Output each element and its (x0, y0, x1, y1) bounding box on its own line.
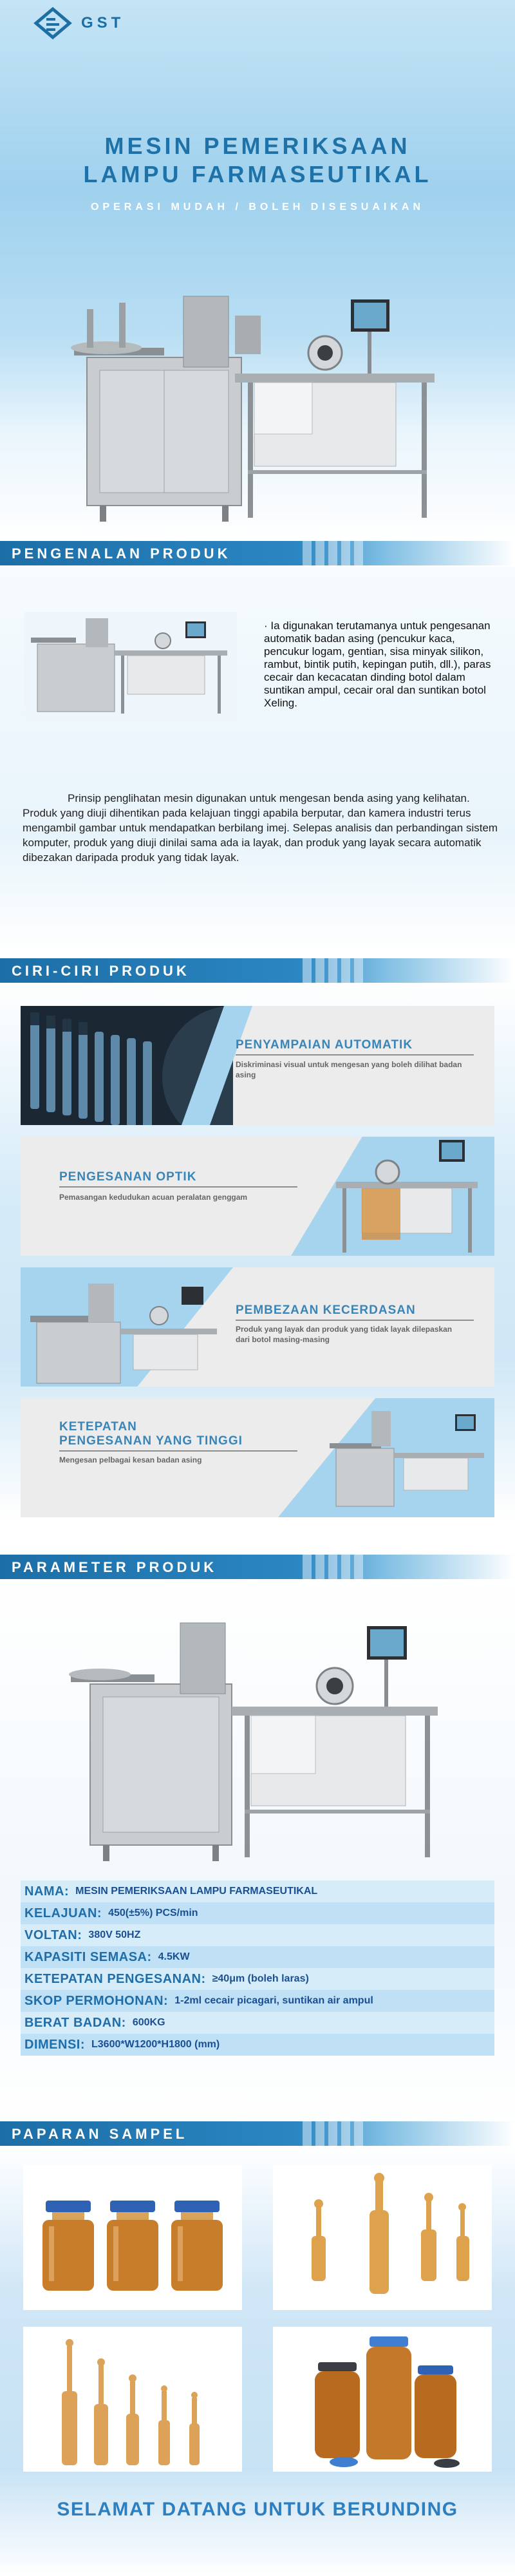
param-row-speed (21, 1902, 494, 1924)
param-value: MESIN PEMERIKSAAN LAMPU FARMASEUTIKAL (75, 1886, 318, 1897)
param-row-voltage (21, 1924, 494, 1946)
feature-image-machine-left (24, 1267, 223, 1387)
section-title-samples: PAPARAN SAMPEL (12, 2126, 188, 2142)
param-value: 600KG (132, 2017, 165, 2028)
closing-message: SELAMAT DATANG UNTUK BERUNDING (57, 2499, 458, 2520)
param-row-scope (21, 1990, 494, 2012)
feature-title: PEMBEZAAN KECERDASAN (236, 1303, 416, 1317)
feature-title: PENYAMPAIAN AUTOMATIK (236, 1038, 413, 1052)
section-banner-intro (0, 541, 515, 565)
feature-card-optical (21, 1137, 494, 1256)
feature-image-machine (323, 1137, 491, 1256)
section-title-parameters: PARAMETER PRODUK (12, 1559, 218, 1575)
param-label: KAPASITI SEMASA: (24, 1949, 152, 1964)
param-row-accuracy (21, 1968, 494, 1990)
feature-card-automatic (21, 1006, 494, 1125)
banner-stripes (303, 958, 363, 983)
sample-image-ampoules (273, 2165, 492, 2310)
parameter-table (21, 1880, 494, 2056)
hero-subtitle: OPERASI MUDAH / BOLEH DISESUAIKAN (90, 202, 425, 213)
hero-machine-image (61, 277, 447, 528)
feature-card-accuracy (21, 1398, 494, 1517)
param-label: KETEPATAN PENGESANAN: (24, 1971, 206, 1986)
param-value: 450(±5%) PCS/min (108, 1908, 198, 1918)
feature-description: Produk yang layak dan produk yang tidak layak dilepaskan dari botol masing-masing (236, 1325, 453, 1344)
hero-title-line1: MESIN PEMERIKSAAN (104, 133, 411, 159)
feature-description: Mengesan pelbagai kesan badan asing (59, 1455, 202, 1464)
param-label: NAMA: (24, 1884, 70, 1899)
feature-divider (59, 1186, 297, 1188)
feature-divider (236, 1054, 474, 1056)
param-label: SKOP PERMOHONAN: (24, 1993, 169, 2008)
intro-paragraph: Prinsip penglihatan mesin digunakan untuk mengesan benda asing yang kelihatan. Produk yang diuji dihentikan pada kelajuan tinggi apabila berputar, dan kamera industri terus mengambil gambar untuk mendapatkan berbilang imej. Selepas analisis dan perbandingan sistem komputer, produk yang diuji dinilai sama ada ia layak, dan produk yang layak secara automatik dibezakan daripada produk yang tidak layak. (23, 792, 498, 864)
param-row-name (21, 1880, 494, 1902)
banner-stripes (303, 541, 363, 565)
feature-description: Pemasangan kedudukan acuan peralatan genggam (59, 1193, 248, 1202)
feature-description: Diskriminasi visual untuk mengesan yang boleh dilihat badan asing (236, 1060, 462, 1079)
param-row-capacity (21, 1946, 494, 1968)
feature-title (59, 1420, 243, 1448)
param-row-weight (21, 2012, 494, 2034)
feature-card-intelligence (21, 1267, 494, 1387)
brand-logo[interactable] (32, 6, 124, 40)
param-label: KELAJUAN: (24, 1906, 102, 1920)
feature-divider (59, 1450, 297, 1452)
banner-stripes (303, 1555, 363, 1579)
feature-divider (236, 1320, 474, 1321)
feature-image-machine-right (323, 1398, 491, 1517)
banner-stripes (303, 2121, 363, 2146)
param-row-dimensions (21, 2034, 494, 2056)
sample-image-bottles (273, 2327, 492, 2472)
hero-title (0, 132, 515, 189)
sample-image-tall-ampoules (23, 2327, 242, 2472)
sample-image-vials (23, 2165, 242, 2310)
intro-machine-image (24, 612, 237, 718)
param-label: VOLTAN: (24, 1927, 82, 1942)
param-label: DIMENSI: (24, 2037, 85, 2052)
param-value: ≥40μm (boleh laras) (212, 1973, 309, 1984)
section-title-features: CIRI-CIRI PRODUK (12, 963, 190, 979)
section-title-intro: PENGENALAN PRODUK (12, 545, 231, 562)
feature-title-line1: KETEPATAN (59, 1420, 137, 1434)
hero-section (0, 0, 515, 541)
parameters-machine-image (64, 1610, 451, 1868)
section-banner-features (0, 958, 515, 983)
brand-name: GST (81, 14, 125, 32)
param-value: 380V 50HZ (88, 1929, 141, 1940)
section-banner-parameters (0, 1555, 515, 1579)
hero-title-line2: LAMPU FARMASEUTIKAL (83, 161, 432, 187)
param-label: BERAT BADAN: (24, 2015, 126, 2030)
param-value: 1-2ml cecair picagari, suntikan air ampul (174, 1995, 373, 2006)
gst-logo-icon (32, 6, 73, 40)
section-banner-samples (0, 2121, 515, 2146)
param-value: L3600*W1200*H1800 (mm) (91, 2039, 220, 2050)
param-value: 4.5KW (158, 1951, 190, 1962)
feature-title: PENGESANAN OPTIK (59, 1170, 197, 1184)
intro-bullet-text: · Ia digunakan terutamanya untuk pengesanan automatik badan asing (pencukur kaca, pencukur logam, gentian, sisa minyak silikon, rambut, bintik putih, kepingan putih, dll.), paras cecair dan kecacatan dinding botol dalam suntikan ampul, cecair oral dan suntikan botol Xeling. (264, 620, 491, 709)
feature-title-line2: PENGESANAN YANG TINGGI (59, 1434, 243, 1448)
